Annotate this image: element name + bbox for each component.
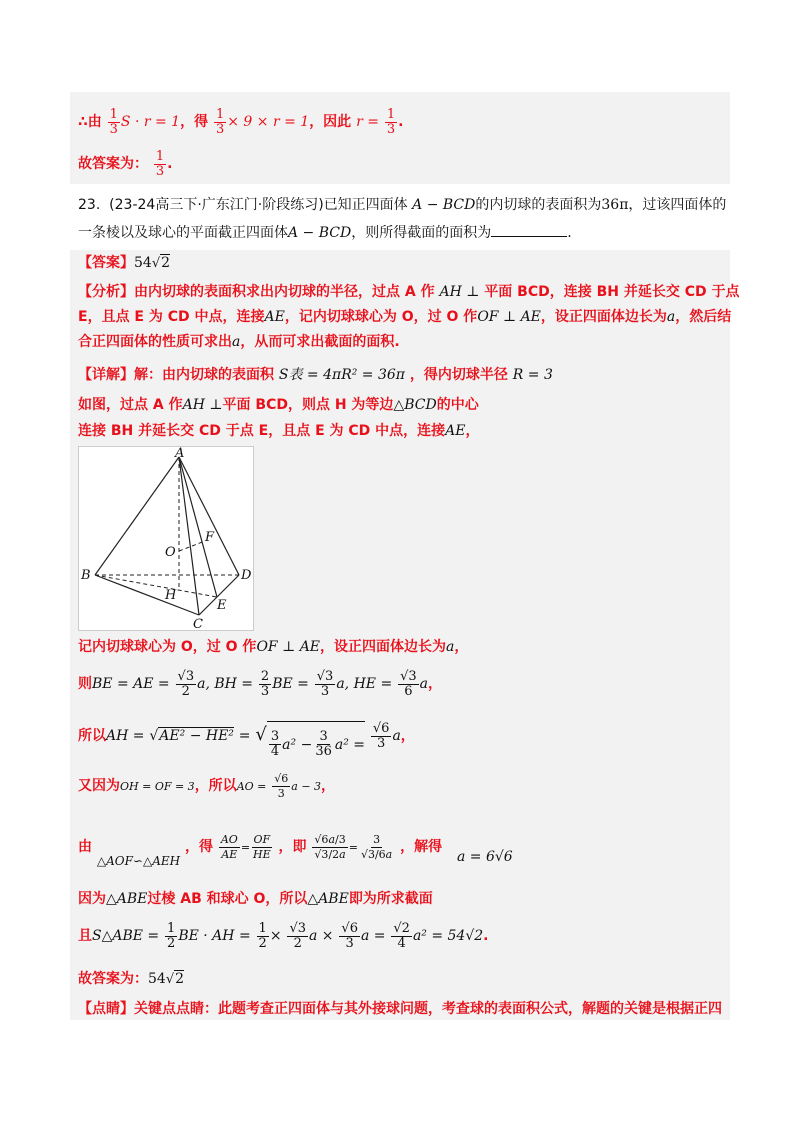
segment-OF-hidden	[179, 541, 205, 551]
segment-BE-hidden	[95, 575, 217, 597]
edge-BC	[95, 575, 199, 615]
therefore-line: ∴由 $\frac{1}{3}$ S · r = 1，得 $\frac{1}{3}$ × 9 × r = 1，因此 r = $\frac{1}{3}$ .	[78, 106, 404, 137]
detail-line-1: 【详解】解：由内切球的表面积 S表 = 4πR² = 36π ，得内切球半径 R = 3	[78, 367, 553, 383]
label-H: H	[165, 588, 177, 603]
detail-line-3: 连接 BH 并延长交 CD 于点 E，且点 E 为 CD 中点，连接AE，	[78, 423, 480, 439]
answer-line-top: 故答案为： $\frac{1}{3}$ .	[78, 148, 173, 179]
label-C: C	[193, 617, 203, 630]
detail-line-2: 如图，过点 A 作AH ⊥平面 BCD，则点 H 为等边△BCD的中心	[78, 397, 479, 413]
label-F: F	[205, 530, 215, 545]
comment-line: 【点睛】关键点点睛：此题考查正四面体与其外接球问题，考查球的表面积公式，解题的关键是根据正四	[78, 1001, 722, 1017]
analysis-line-2: E，且点 E 为 CD 中点，连接AE，记内切球球心为 O，过 O 作OF ⊥ AE，设正四面体边长为a，然后结	[78, 309, 732, 325]
tetrahedron-svg	[79, 447, 253, 630]
edge-AD	[179, 457, 239, 575]
analysis-line-3: 合正四面体的性质可求出a，从而可求出截面的面积.	[78, 334, 400, 350]
label-B: B	[81, 568, 91, 583]
question-line-1: 23. (23-24高三下·广东江门·阶段练习)已知正四面体 A − BCD的内切球的表面积为36π，过该四面体的	[78, 197, 727, 213]
detail-line-5: 则BE = AE = $\frac{√3}{2}$ a, BH = $\frac{2}{3}$ BE = $\frac{√3}{3}$ a, HE = $\frac{√3}{6}$ a，	[78, 668, 442, 699]
answer-line: 【答案】54√2	[78, 255, 171, 271]
detail-line-10: 且S△ABE = $\frac{1}{2}$ BE · AH = $\frac{1}{2}$ × $\frac{√3}{2}$ a × $\frac{√6}{3}$ a = $\frac{√2}{4}$ a² = 54√2.	[78, 920, 489, 951]
detail-line-6: 所以AH = √AE² − HE² = √ $\frac{3}{4}$ a² − $\frac{3}{36}$ a² = $\frac{√6}{3}$ a，	[78, 712, 415, 758]
detail-line-4: 记内切球球心为 O，过 O 作OF ⊥ AE，设正四面体边长为a，	[78, 639, 469, 655]
question-line-2: 一条棱以及球心的平面截正四面体A − BCD，则所得截面的面积为 .	[78, 222, 572, 242]
segment-AE	[179, 457, 217, 597]
answer-blank	[491, 222, 567, 237]
label-D: D	[241, 568, 252, 583]
label-A: A	[175, 447, 185, 461]
edge-AC	[179, 457, 199, 615]
final-answer-line: 故答案为：54√2	[78, 971, 185, 987]
label-O: O	[165, 545, 176, 560]
detail-line-7: 又因为OH = OF = 3，所以AO = $\frac{√6}{3}$ a − 3，	[78, 771, 336, 800]
tetrahedron-figure	[78, 446, 254, 631]
detail-line-9: 因为△ABE过棱 AB 和球心 O，所以△ABE即为所求截面	[78, 891, 433, 907]
analysis-line-1: 【分析】由内切球的表面积求出内切球的半径，过点 A 作 AH ⊥ 平面 BCD，连接 BH 并延长交 CD 于点	[78, 284, 740, 300]
detail-line-8: 由 △AOF∽△AEH ，得 $\frac{AO}{AE}$ = $\frac{OF}{HE}$ ，即 $\frac{√6a/3}{√3/2a}$ = $\frac{3}{√3/6a}$ ，解得 a = 6√6	[78, 832, 513, 868]
label-E: E	[217, 598, 227, 613]
